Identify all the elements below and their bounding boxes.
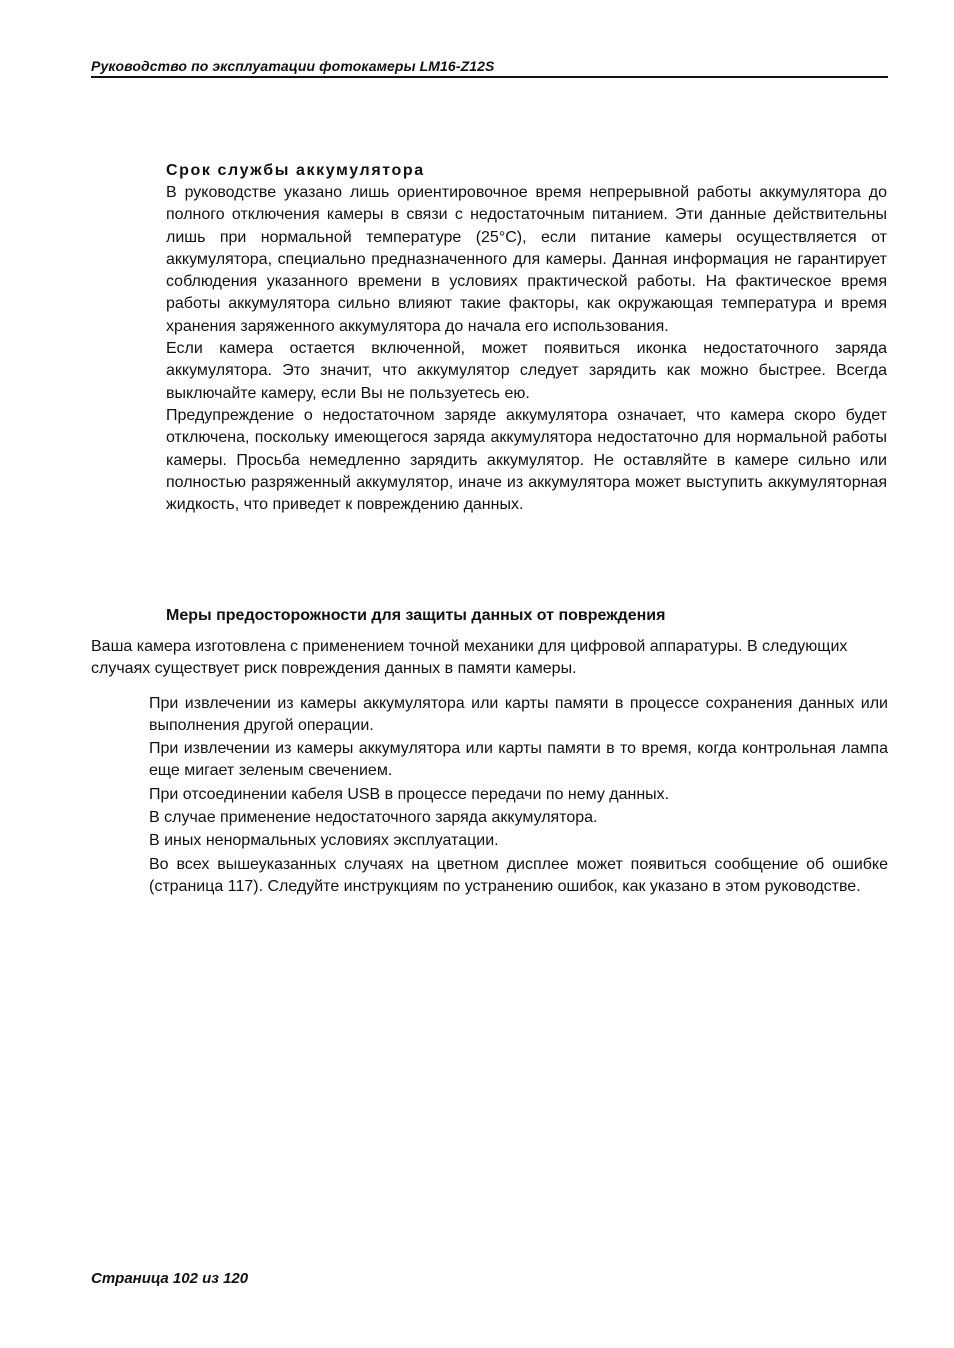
battery-paragraph-1: В руководстве указано лишь ориентировочное время непрерывной работы аккумулятора до полного отключения камеры в связи с недостаточным питанием. Эти данные действительны лишь при нормальной температуре (25°С), если питание камеры осуществляется от аккумулятора, специально предназначенного для камеры. Данная информация не гарантирует соблюдения указанного времени в условиях практической работы. На фактическое время работы аккумулятора сильно влияют такие факторы, как окружающая температура и время хранения заряженного аккумулятора до начала его использования. — [166, 184, 887, 335]
page-header — [91, 56, 888, 78]
list-item: При извлечении из камеры аккумулятора или карты памяти в то время, когда контрольная лампа еще мигает зеленым свечением. — [149, 740, 888, 780]
data-protection-intro: Ваша камера изготовлена с применением точной механики для цифровой аппаратуры. В следующих случаях существует риск повреждения данных в памяти камеры. — [91, 638, 848, 678]
battery-life-heading: Срок службы аккумулятора — [166, 162, 425, 179]
list-item: При отсоединении кабеля USB в процессе передачи по нему данных. — [149, 785, 670, 803]
battery-paragraph-2: Если камера остается включенной, может появиться иконка недостаточного заряда аккумулятора. Это значит, что аккумулятор следует зарядить как можно быстрее. Всегда выключайте камеру, если Вы не пользуетесь ею. — [166, 340, 887, 402]
list-item: В иных ненормальных условиях эксплуатации. — [149, 832, 499, 850]
header-title: Руководство по эксплуатации фотокамеры LM16-Z12S — [91, 58, 495, 74]
battery-paragraph-3: Предупреждение о недостаточном заряде аккумулятора означает, что камера скоро будет отключена, поскольку имеющегося заряда аккумулятора недостаточно для нормальной работы камеры. Просьба немедленно зарядить аккумулятор. Не оставляйте в камере сильно или полностью разряженный аккумулятор, иначе из аккумулятора может выступить аккумуляторная жидкость, что приведет к повреждению данных. — [166, 406, 887, 514]
list-item: В случае применение недостаточного заряда аккумулятора. — [149, 809, 598, 827]
battery-life-section — [166, 161, 887, 516]
page-number: Страница 102 из 120 — [91, 1270, 249, 1287]
risk-case-list — [149, 693, 888, 899]
data-protection-section — [91, 606, 888, 899]
list-item: При извлечении из камеры аккумулятора или карты памяти в процессе сохранения данных или выполнения другой операции. — [149, 694, 888, 734]
list-item: Во всех вышеуказанных случаях на цветном дисплее может появиться сообщение об ошибке (страница 117). Следуйте инструкциям по устранению ошибок, как указано в этом руководстве. — [149, 855, 888, 895]
data-protection-heading: Меры предосторожности для защиты данных от повреждения — [166, 607, 666, 624]
